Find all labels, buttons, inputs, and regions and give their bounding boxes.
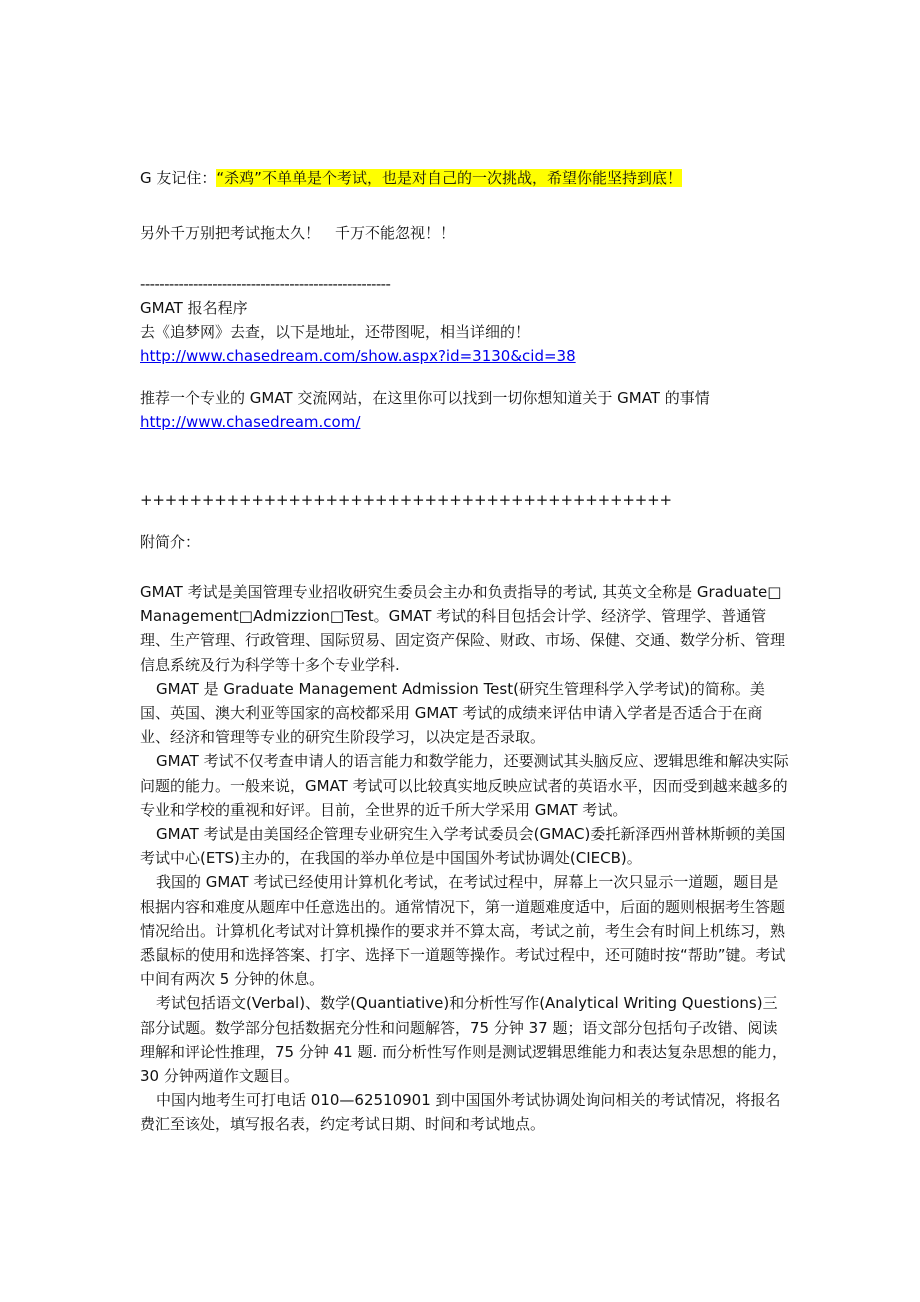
intro-paragraph-2: GMAT 是 Graduate Management Admission Test(研究生管理科学入学考试)的简称。美国、英国、澳大利亚等国家的高校都采用 GMAT 考试的成绩来评估申请入学者是否适合于在商业、经济和管理等专业的研究生阶段学习，以决定是否录取。 [140,679,765,747]
registration-link[interactable]: http://www.chasedream.com/show.aspx?id=3130&cid=38 [140,347,576,365]
warning-line: 另外千万别把考试拖太久！ 千万不能忽视！！ [140,224,456,242]
recommend-link[interactable]: http://www.chasedream.com/ [140,413,361,431]
intro-paragraph-3: GMAT 考试不仅考查申请人的语言能力和数学能力，还要测试其头脑反应、逻辑思维和解决实际问题的能力。一般来说，GMAT 考试可以比较真实地反映应试者的英语水平，因而受到越来越多的专业和学校的重视和好评。目前，全世界的近千所大学采用 GMAT 考试。 [140,752,789,819]
recommend-text: 推荐一个专业的 GMAT 交流网站，在这里你可以找到一切你想知道关于 GMAT 的事情 [140,389,710,407]
appendix-label: 附简介： [140,533,201,551]
document-body [140,166,790,1137]
intro-paragraph-4: GMAT 考试是由美国经企管理专业研究生入学考试委员会(GMAC)委托新泽西州普林斯顿的美国考试中心(ETS)主办的，在我国的举办单位是中国国外考试协调处(CIECB)。 [140,825,786,868]
dash-separator: ---------------------------------------------------- [140,275,391,293]
reminder-prefix: G 友记住： [140,169,217,187]
registration-title: GMAT 报名程序 [140,299,248,317]
registration-desc: 去《追梦网》去查，以下是地址，还带图呢，相当详细的！ [140,323,531,341]
reminder-highlight: “杀鸡”不单单是个考试，也是对自己的一次挑战，希望你能坚持到底！ [216,169,682,187]
reminder-line [140,166,790,190]
intro-paragraph-5: 我国的 GMAT 考试已经使用计算机化考试，在考试过程中，屏幕上一次只显示一道题，题目是根据内容和难度从题库中任意选出的。通常情况下，第一道题难度适中，后面的题则根据考生答题情况给出。计算机化考试对计算机操作的要求并不算太高，考试之前，考生会有时间上机练习，熟悉鼠标的使用和选择答案、打字、选择下一道题等操作。考试过程中，还可随时按“帮助”键。考试中间有两次 5 分钟的休息。 [140,873,786,989]
intro-paragraph-1: GMAT 考试是美国管理专业招收研究生委员会主办和负责指导的考试, 其英文全称是 Graduate□Management□Admizzion□Test。GMAT 考试的科目包括会计学、经济学、管理学、普通管理、生产管理、行政管理、国际贸易、固定资产保险、财政、市场、保健、交通、数学分析、管理信息系统及行为科学等十多个专业学科. [140,583,786,674]
intro-paragraph-6: 考试包括语文(Verbal)、数学(Quantiative)和分析性写作(Analytical Writing Questions)三部分试题。数学部分包括数据充分性和问题解答，75 分钟 37 题；语文部分包括句子改错、阅读理解和评论性推理，75 分钟 41 题. 而分析性写作则是测试逻辑思维能力和表达复杂思想的能力，30 分钟两道作文题目。 [140,994,788,1086]
plus-separator: +++++++++++++++++++++++++++++++++++++++++++ [140,491,672,509]
intro-paragraph-7: 中国内地考生可打电话 010—62510901 到中国国外考试协调处询问相关的考试情况，将报名费汇至该处，填写报名表，约定考试日期、时间和考试地点。 [140,1091,781,1134]
